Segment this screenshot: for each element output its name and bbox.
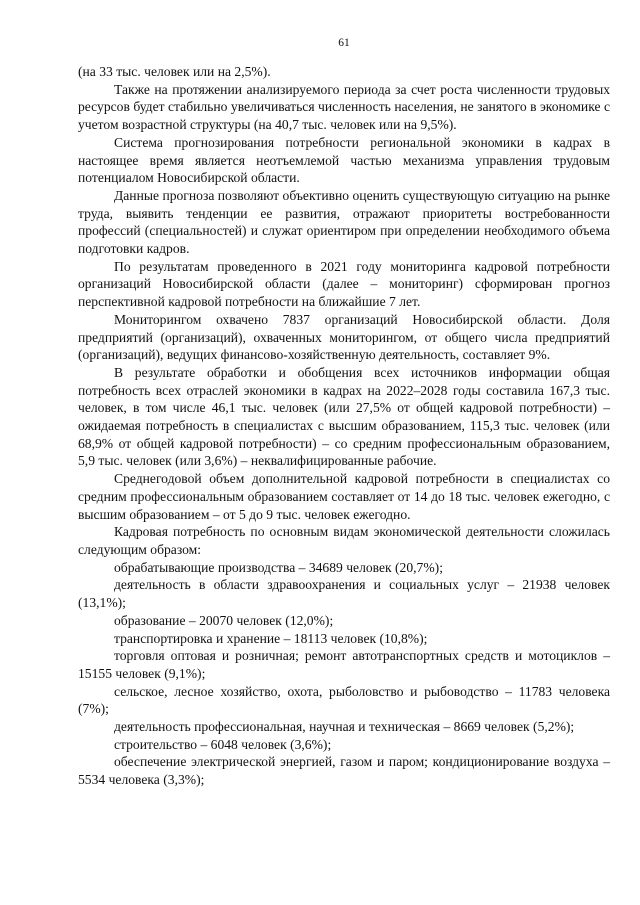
paragraph-demand-by-activity: Кадровая потребность по основным видам экономической деятельности сложилась следующим образом: xyxy=(78,524,610,557)
list-item: сельское, лесное хозяйство, охота, рыболовство и рыбоводство – 11783 человека (7%); xyxy=(78,683,610,717)
page-number: 61 xyxy=(338,37,350,49)
list-item: торговля оптовая и розничная; ремонт автотранспортных средств и мотоциклов – 15155 человек (9,1%); xyxy=(78,648,610,681)
list-item: обрабатывающие производства – 34689 человек (20,7%); xyxy=(114,559,443,575)
paragraph-forecast-data: Данные прогноза позволяют объективно оценить существующую ситуацию на рынке труда, выявить тенденции ее развития, отражают приоритеты востребованности профессий (специальностей) и служат ориентиром при определении необходимого объема подготовки кадров. xyxy=(78,187,610,257)
list-item: обеспечение электрической энергией, газом и паром; кондиционирование воздуха – 5534 человека (3,3%); xyxy=(78,754,610,788)
list-item: деятельность профессиональная, научная и техническая – 8669 человек (5,2%); xyxy=(114,719,575,735)
list-item: образование – 20070 человек (12,0%); xyxy=(114,612,334,628)
paragraph-forecasting-system: Система прогнозирования потребности региональной экономики в кадрах в настоящее время является неотъемлемой частью механизма управления трудовым потенциалом Новосибирской области. xyxy=(78,134,610,186)
paragraph-annual-demand: Среднегодовой объем дополнительной кадровой потребности в специалистах со средним профессиональным образованием составляет от 14 до 18 тыс. человек ежегодно, с высшим образованием – от 5 до 9 тыс. человек ежегодно. xyxy=(78,471,610,522)
paragraph-monitoring-coverage: Мониторингом охвачено 7837 организаций Новосибирской области. Доля предприятий (организаций), охваченных мониторингом, от общего числа предприятий (организаций), ведущих финансово-хозяйственную деятельность, составляет 9%. xyxy=(78,311,610,363)
document-page xyxy=(78,36,610,789)
list-item: деятельность в области здравоохранения и социальных услуг – 21938 человек (13,1%); xyxy=(78,577,610,611)
list-item: строительство – 6048 человек (3,6%); xyxy=(114,736,332,752)
list-item: транспортировка и хранение – 18113 человек (10,8%); xyxy=(114,630,428,646)
paragraph-continuation: (на 33 тыс. человек или на 2,5%). xyxy=(78,64,271,79)
paragraph-monitoring-results: По результатам проведенного в 2021 году мониторинга кадровой потребности организаций Новосибирской области (далее – мониторинг) сформирован прогноз перспективной кадровой потребности на ближайшие 7 лет. xyxy=(78,258,610,310)
paragraph-total-demand: В результате обработки и обобщения всех источников информации общая потребность всех отраслей экономики в кадрах на 2022–2028 годы составила 167,3 тыс. человек, в том числе 46,1 тыс. человек (или 27,5% от общей кадровой потребности) – ожидаемая потребность в специалистах с высшим образованием, 115,3 тыс. человек (или 68,9% от общей кадровой потребности) – со средним профессиональным образованием, 5,9 тыс. человек (или 3,6%) – неквалифицированные рабочие. xyxy=(78,364,610,469)
paragraph-labor-resources: Также на протяжении анализируемого периода за счет роста численности трудовых ресурсов будет стабильно увеличиваться численность населения, не занятого в экономике с учетом возрастной структуры (на 40,7 тыс. человек или на 9,5%). xyxy=(78,81,610,133)
